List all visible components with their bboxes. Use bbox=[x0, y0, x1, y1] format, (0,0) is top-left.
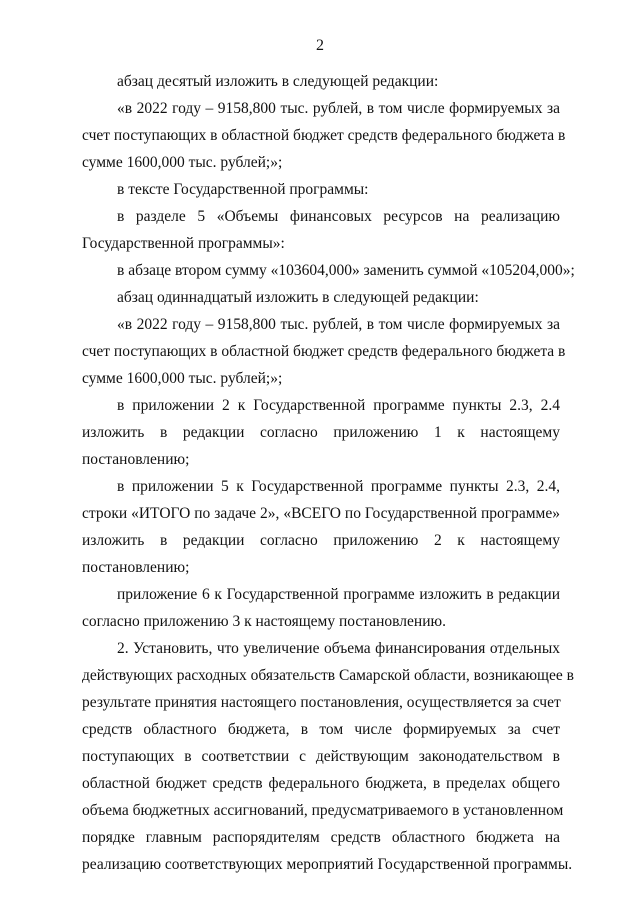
text-line-16: в приложении 5 к Государственной программе пункты 2.3, 2.4, bbox=[117, 478, 560, 495]
text-line-20: приложение 6 к Государственной программе изложить в редакции bbox=[117, 586, 560, 603]
text-line-2: «в 2022 году – 9158,800 тыс. рублей, в том числе формируемых за bbox=[117, 100, 560, 117]
page-number: 2 bbox=[316, 37, 324, 54]
text-line-5: в тексте Государственной программы: bbox=[117, 181, 369, 198]
text-line-29: порядке главным распорядителям средств областного бюджета на bbox=[82, 829, 560, 846]
text-line-4: сумме 1600,000 тыс. рублей;»; bbox=[82, 154, 283, 171]
text-line-30: реализацию соответствующих мероприятий Государственной программы. bbox=[82, 856, 573, 873]
text-line-27: областной бюджет средств федерального бюджета, в пределах общего bbox=[82, 775, 560, 792]
text-line-13: в приложении 2 к Государственной программе пункты 2.3, 2.4 bbox=[117, 397, 560, 414]
text-line-28: объема бюджетных ассигнований, предусматриваемого в установленном bbox=[82, 802, 564, 819]
text-line-17: строки «ИТОГО по задаче 2», «ВСЕГО по Государственной программе» bbox=[82, 505, 560, 522]
text-line-11: счет поступающих в областной бюджет средств федерального бюджета в bbox=[82, 343, 566, 360]
text-line-3: счет поступающих в областной бюджет средств федерального бюджета в bbox=[82, 127, 566, 144]
text-line-26: поступающих в соответствии с действующим законодательством в bbox=[82, 748, 560, 765]
text-line-22: 2. Установить, что увеличение объема финансирования отдельных bbox=[117, 640, 560, 657]
text-line-23: действующих расходных обязательств Самарской области, возникающее в bbox=[82, 667, 574, 684]
text-line-21: согласно приложению 3 к настоящему постановлению. bbox=[82, 613, 446, 630]
text-line-19: постановлению; bbox=[82, 559, 190, 576]
text-line-24: результате принятия настоящего постановления, осуществляется за счет bbox=[82, 694, 561, 711]
text-line-1: абзац десятый изложить в следующей редакции: bbox=[117, 73, 439, 90]
text-line-25: средств областного бюджета, в том числе формируемых за счет bbox=[82, 721, 560, 738]
text-line-6: в разделе 5 «Объемы финансовых ресурсов на реализацию bbox=[117, 208, 560, 225]
text-line-18: изложить в редакции согласно приложению 2 к настоящему bbox=[82, 532, 560, 549]
text-line-7: Государственной программы»: bbox=[82, 235, 285, 252]
text-line-9: абзац одиннадцатый изложить в следующей редакции: bbox=[117, 289, 479, 306]
text-line-8: в абзаце втором сумму «103604,000» заменить суммой «105204,000»; bbox=[117, 262, 575, 279]
text-line-12: сумме 1600,000 тыс. рублей;»; bbox=[82, 370, 283, 387]
text-line-14: изложить в редакции согласно приложению 1 к настоящему bbox=[82, 424, 560, 441]
text-line-15: постановлению; bbox=[82, 451, 190, 468]
text-line-10: «в 2022 году – 9158,800 тыс. рублей, в том числе формируемых за bbox=[117, 316, 560, 333]
